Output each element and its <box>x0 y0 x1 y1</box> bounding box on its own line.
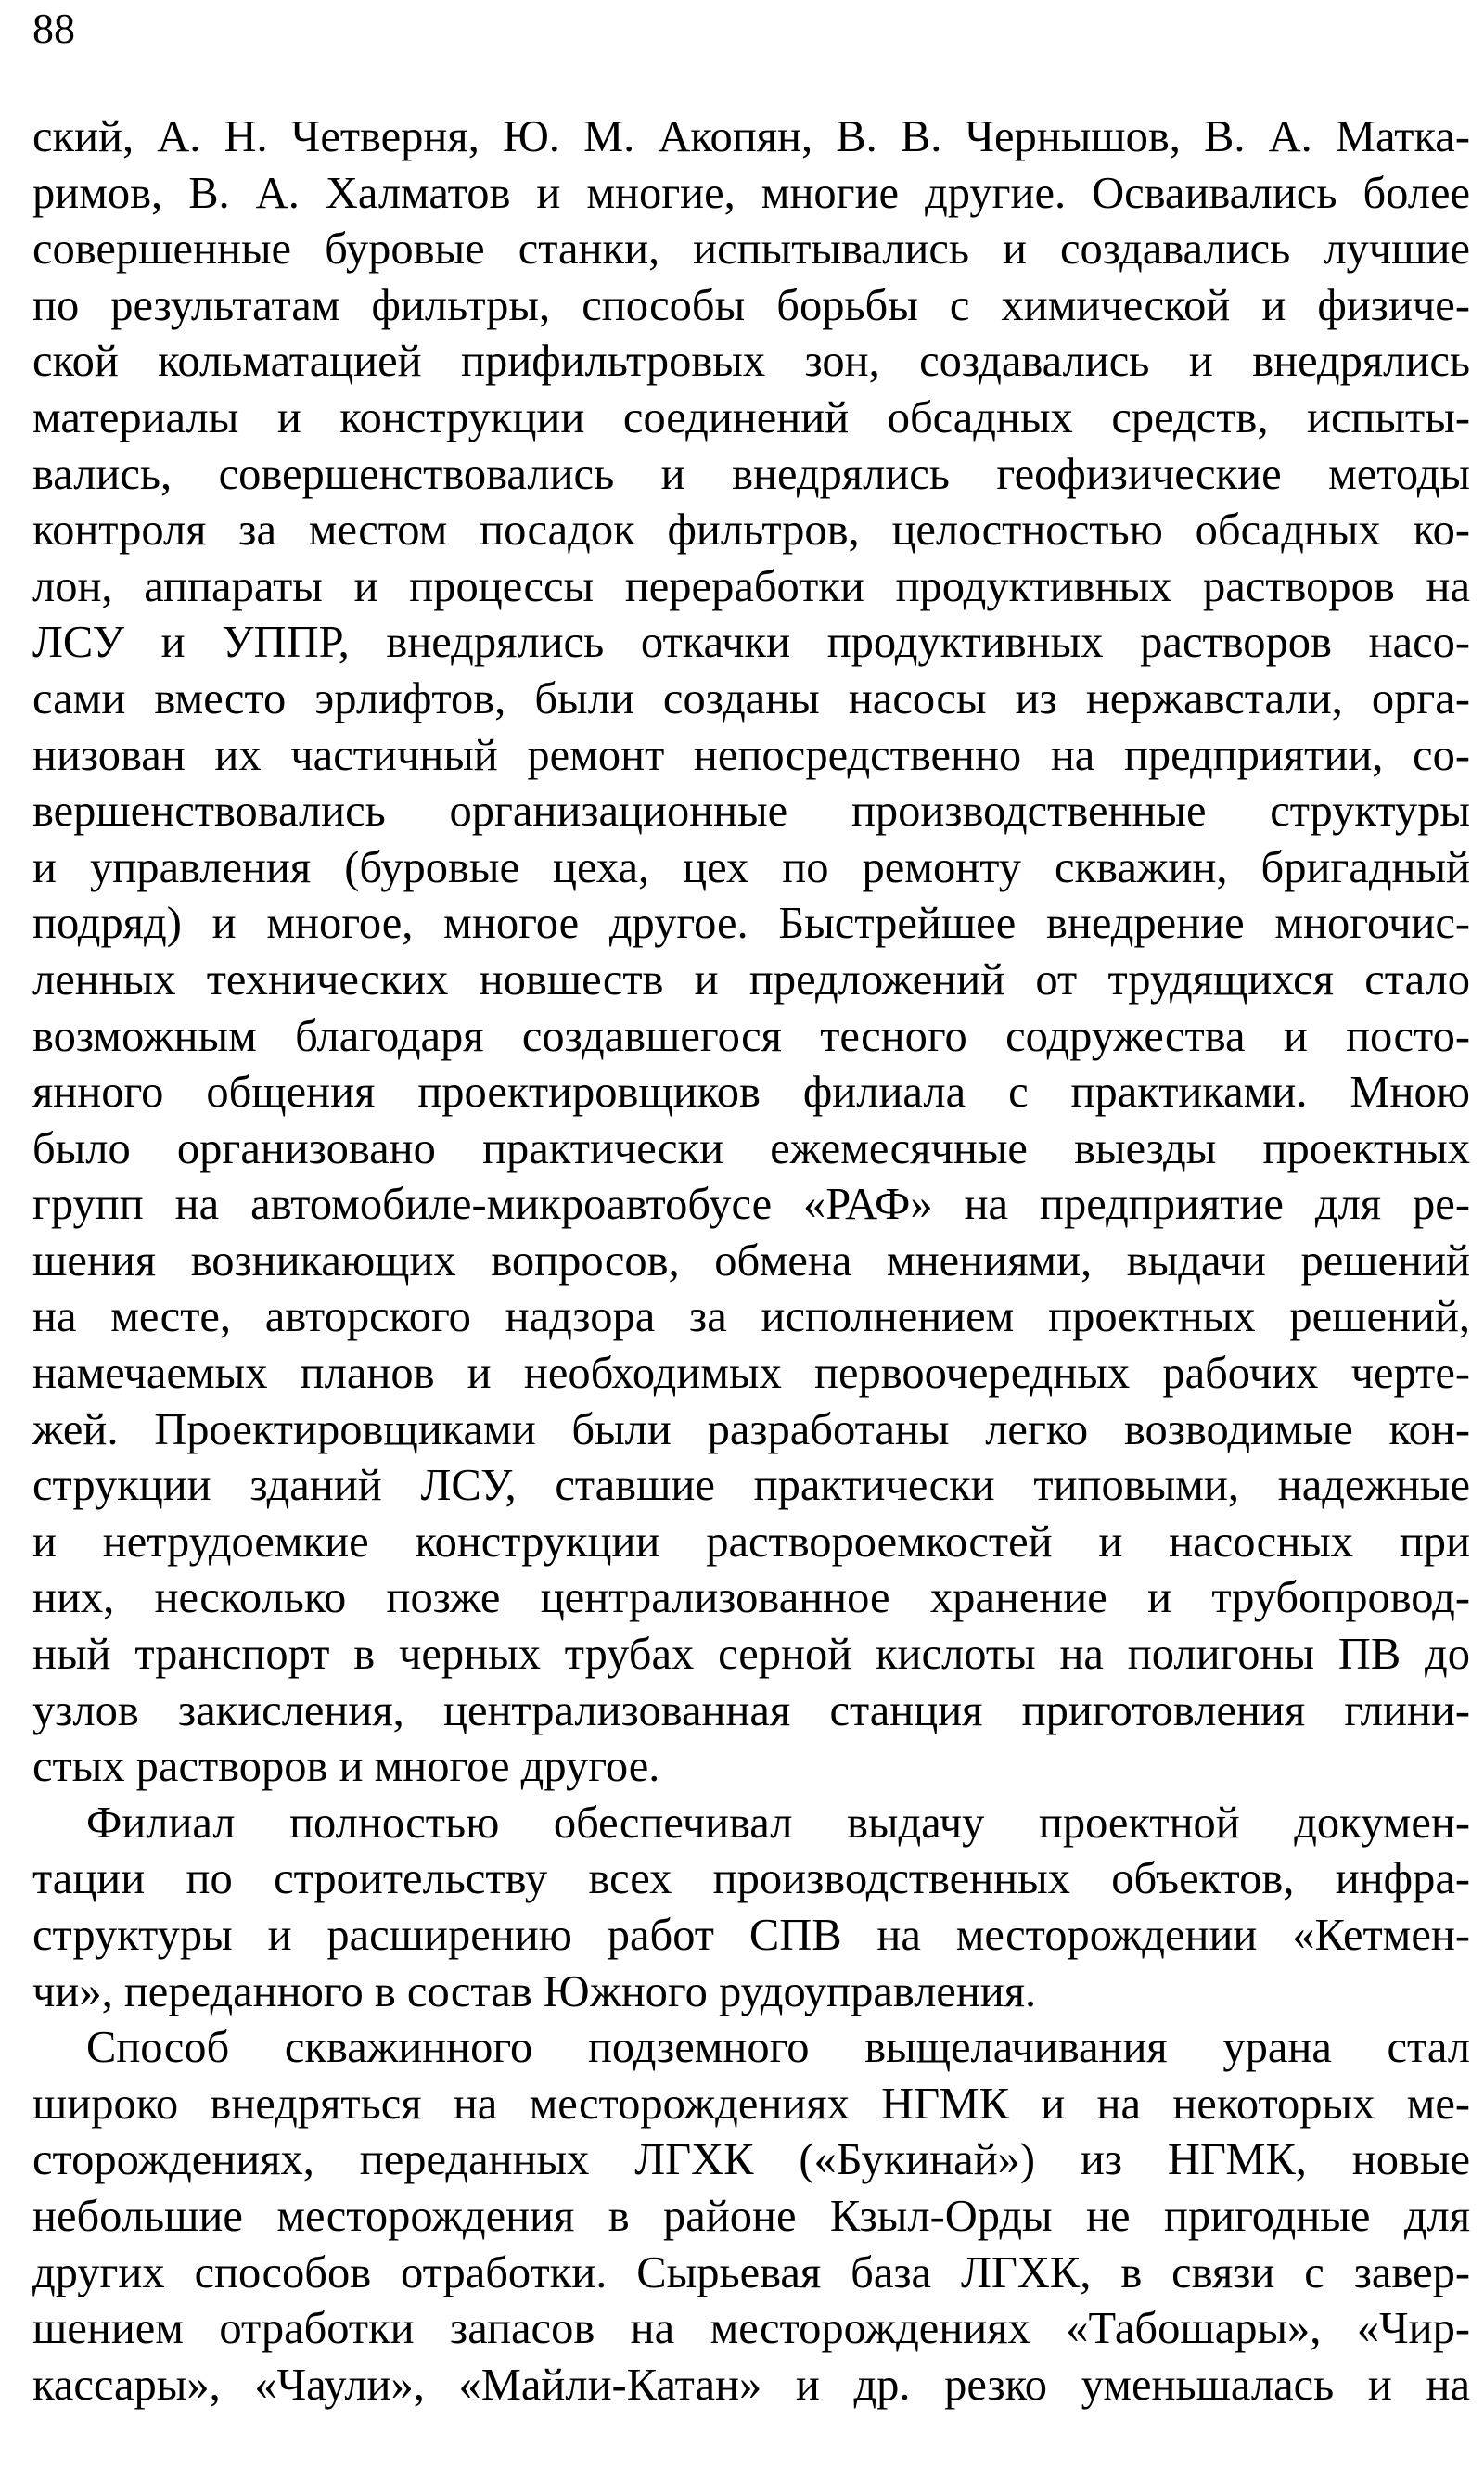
text-line: широко внедряться на месторождениях НГМК и на некоторых ме- <box>32 2079 1470 2129</box>
text-line: кассары», «Чаули», «Майли-Катан» и др. резко уменьшалась и на <box>32 2360 1470 2410</box>
text-line: ский, А. Н. Четверня, Ю. М. Акопян, В. В. Чернышов, В. А. Матка- <box>32 112 1470 161</box>
text-line: сами вместо эрлифтов, были созданы насосы из нержавстали, орга- <box>32 673 1470 723</box>
text-line: сторождениях, переданных ЛГХК («Букинай») из НГМК, новые <box>32 2135 1470 2185</box>
text-line: ской кольматацией прифильтровых зон, создавались и внедрялись <box>32 337 1470 387</box>
text-line: подряд) и многое, многое другое. Быстрейшее внедрение многочис- <box>32 899 1470 949</box>
text-line: Филиал полностью обеспечивал выдачу проектной докумен- <box>86 1798 1470 1848</box>
text-line: небольшие месторождения в районе Кзыл-Орды не пригодные для <box>32 2191 1470 2241</box>
text-line: на месте, авторского надзора за исполнением проектных решений, <box>32 1292 1470 1342</box>
text-line: вались, совершенствовались и внедрялись геофизические методы <box>32 449 1470 499</box>
text-line: намечаемых планов и необходимых первоочередных рабочих черте- <box>32 1349 1470 1399</box>
body-text <box>32 109 1470 2413</box>
text-line: вершенствовались организационные производственные структуры <box>32 787 1470 837</box>
text-line: других способов отработки. Сырьевая база ЛГХК, в связи с завер- <box>32 2247 1470 2297</box>
text-line: по результатам фильтры, способы борьбы с химической и физиче- <box>32 280 1470 330</box>
text-line: возможным благодаря создавшегося тесного содружества и посто- <box>32 1011 1470 1061</box>
text-line: шением отработки запасов на месторождениях «Табошары», «Чир- <box>32 2304 1470 2354</box>
text-line: структуры и расширению работ СПВ на месторождении «Кетмен- <box>32 1911 1470 1960</box>
text-line: контроля за местом посадок фильтров, целостностью обсадных ко- <box>32 506 1470 556</box>
text-line: янного общения проектировщиков филиала с практиками. Мною <box>32 1068 1470 1118</box>
text-line: римов, В. А. Халматов и многие, многие другие. Осваивались более <box>32 168 1470 218</box>
text-line: Способ скважинного подземного выщелачивания урана стал <box>86 2023 1470 2073</box>
text-line: низован их частичный ремонт непосредственно на предприятии, со- <box>32 730 1470 780</box>
text-line: было организовано практически ежемесячные выезды проектных <box>32 1123 1470 1173</box>
text-line: узлов закисления, централизованная станция приготовления глини- <box>32 1685 1470 1735</box>
text-line: стых растворов и многое другое. <box>32 1742 660 1792</box>
text-line: ЛСУ и УППР, внедрялись откачки продуктивных растворов насо- <box>32 618 1470 668</box>
text-line: шения возникающих вопросов, обмена мнениями, выдачи решений <box>32 1235 1470 1286</box>
text-line: них, несколько позже централизованное хранение и трубопровод- <box>32 1573 1470 1623</box>
text-line: материалы и конструкции соединений обсадных средств, испыты- <box>32 392 1470 442</box>
text-line: чи», переданного в состав Южного рудоуправления. <box>32 1966 1037 2016</box>
page-number: 88 <box>32 5 75 52</box>
text-line: и управления (буровые цеха, цех по ремонту скважин, бригадный <box>32 842 1470 892</box>
text-line: жей. Проектировщиками были разработаны легко возводимые кон- <box>32 1404 1470 1454</box>
text-line: совершенные буровые станки, испытывались и создавались лучшие <box>32 224 1470 275</box>
text-line: струкции зданий ЛСУ, ставшие практически типовыми, надежные <box>32 1461 1470 1511</box>
text-line: ный транспорт в черных трубах серной кислоты на полигоны ПВ до <box>32 1630 1470 1680</box>
text-line: групп на автомобиле-микроавтобусе «РАФ» на предприятие для ре- <box>32 1180 1470 1230</box>
text-line: и нетрудоемкие конструкции раствороемкостей и насосных при <box>32 1517 1470 1567</box>
text-line: лон, аппараты и процессы переработки продуктивных растворов на <box>32 561 1470 611</box>
text-line: ленных технических новшеств и предложений от трудящихся стало <box>32 954 1470 1005</box>
text-line: тации по строительству всех производственных объектов, инфра- <box>32 1854 1470 1904</box>
